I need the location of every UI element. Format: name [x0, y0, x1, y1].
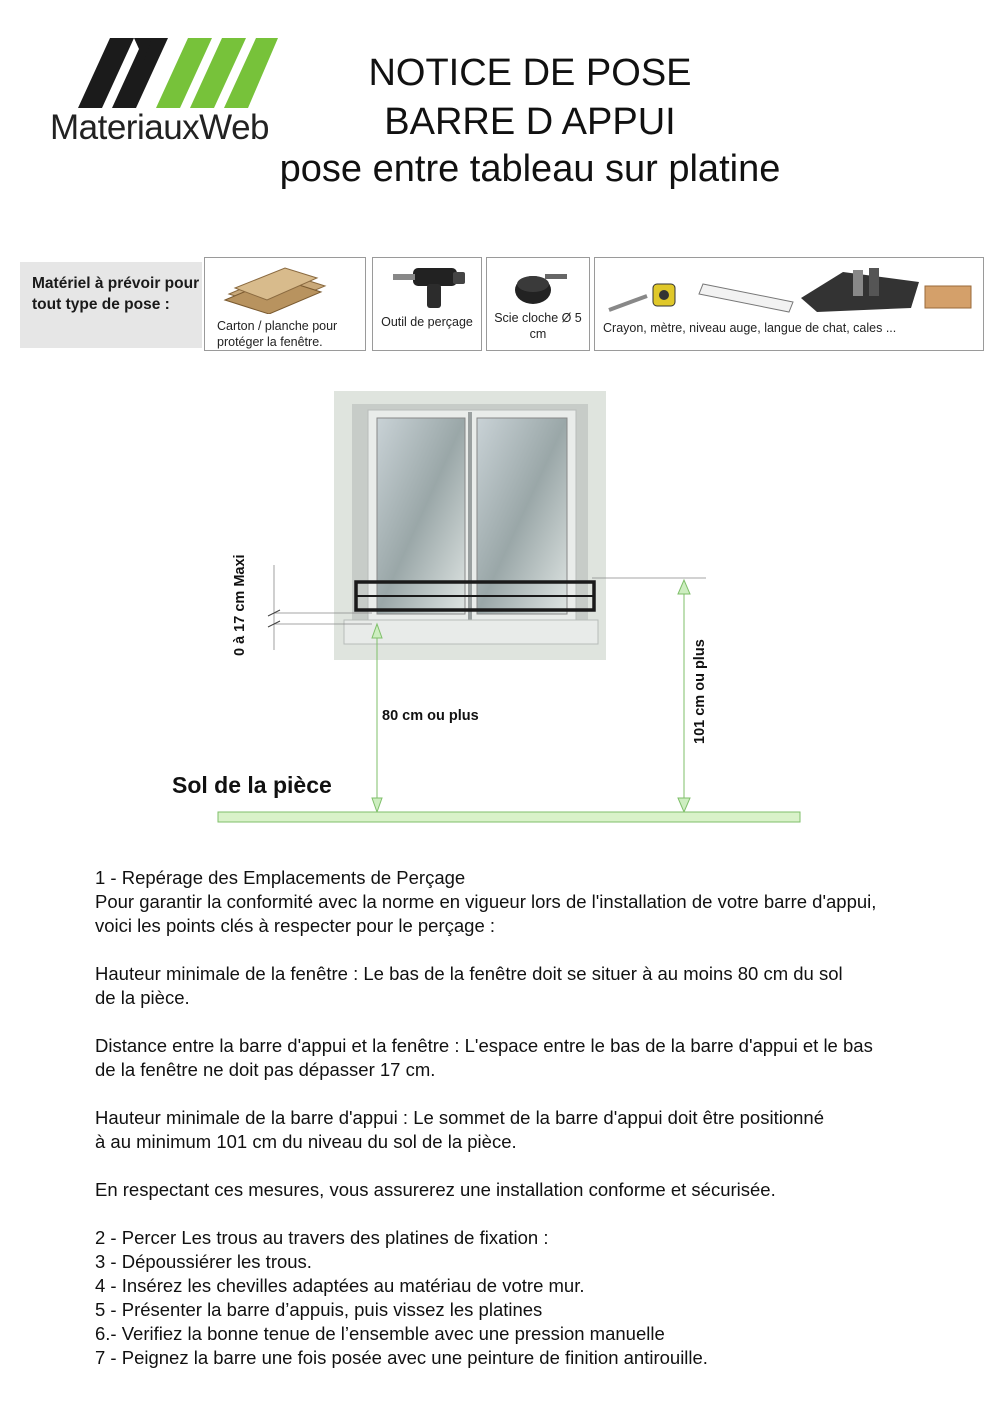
- rule-bar-height-2: à au minimum 101 cm du niveau du sol de la pièce.: [95, 1131, 517, 1152]
- material-tools: [594, 257, 984, 351]
- brand-name: MateriauxWeb: [50, 108, 270, 147]
- hole-saw-icon: [507, 264, 571, 308]
- step-4: 4 - Insérez les chevilles adaptées au matériau de votre mur.: [95, 1275, 585, 1296]
- rule-window-height-1: Hauteur minimale de la fenêtre : Le bas de la fenêtre doit se situer à au moins 80 cm du sol: [95, 963, 843, 984]
- cardboard-icon: [221, 264, 331, 314]
- step-5: 5 - Présenter la barre d’appuis, puis vissez les platines: [95, 1299, 543, 1320]
- material-tools-caption: Crayon, mètre, niveau auge, langue de chat, cales ...: [603, 321, 897, 335]
- step-2: 2 - Percer Les trous au travers des platines de fixation :: [95, 1227, 549, 1248]
- window-sill: [344, 620, 598, 644]
- floor-line: [218, 812, 800, 822]
- instructions-heading: 1 - Repérage des Emplacements de Perçage: [95, 867, 466, 888]
- subtitle: pose entre tableau sur platine: [279, 148, 781, 190]
- material-drill-caption: Outil de perçage: [381, 315, 473, 329]
- material-cardboard: [204, 257, 366, 351]
- rule-gap-1: Distance entre la barre d'appui et la fenêtre : L'espace entre le bas de la barre d'appui et le bas: [95, 1035, 873, 1056]
- instructions: [95, 866, 985, 1370]
- gap-dimension-label: 0 à 17 cm Maxi: [232, 554, 248, 656]
- window-height-label: 80 cm ou plus: [382, 708, 479, 724]
- intro-line-1: Pour garantir la conformité avec la norme en vigueur lors de l'installation de votre barre d'appui,: [95, 891, 877, 912]
- drill-icon: [387, 264, 471, 310]
- material-drill: [372, 257, 482, 351]
- materials-label: Matériel à prévoir pour tout type de pose :: [20, 262, 202, 348]
- conclusion: En respectant ces mesures, vous assurerez une installation conforme et sécurisée.: [95, 1179, 776, 1200]
- material-cardboard-caption: Carton / planche pour protéger la fenêtre.: [217, 319, 338, 349]
- rule-gap-2: de la fenêtre ne doit pas dépasser 17 cm.: [95, 1059, 436, 1080]
- step-6: 6.- Verifiez la bonne tenue de l’ensemble avec une pression manuelle: [95, 1323, 665, 1344]
- material-hole-saw-caption: Scie cloche Ø 5 cm: [494, 311, 582, 341]
- installation-diagram: [0, 380, 1000, 830]
- tools-icon: [603, 262, 978, 320]
- title-line-2: BARRE D APPUI: [384, 101, 676, 143]
- intro-line-2: voici les points clés à respecter pour le perçage :: [95, 915, 496, 936]
- rule-bar-height-1: Hauteur minimale de la barre d'appui : Le sommet de la barre d'appui doit être positionné: [95, 1107, 824, 1128]
- step-3: 3 - Dépoussiérer les trous.: [95, 1251, 312, 1272]
- step-7: 7 - Peignez la barre une fois posée avec une peinture de finition antirouille.: [95, 1347, 708, 1368]
- rule-window-height-2: de la pièce.: [95, 987, 190, 1008]
- bar-height-label: 101 cm ou plus: [692, 639, 708, 744]
- title-line-1: NOTICE DE POSE: [368, 52, 692, 94]
- material-hole-saw: [486, 257, 590, 351]
- floor-label: Sol de la pièce: [172, 772, 332, 798]
